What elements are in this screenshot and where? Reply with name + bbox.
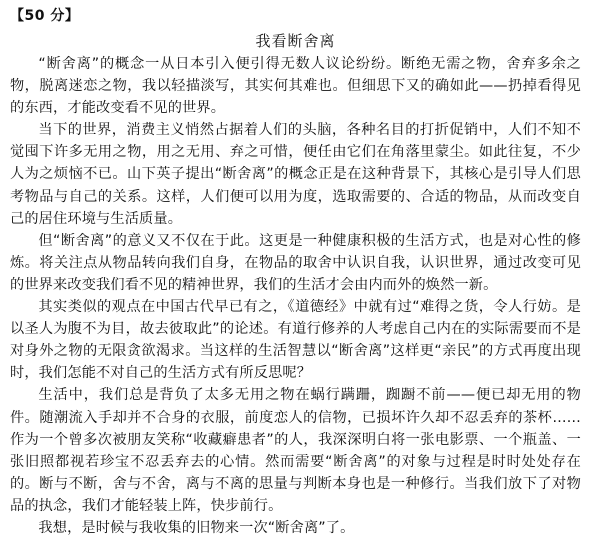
essay-title: 我看断舍离 <box>255 32 336 50</box>
essay-paragraph: 生活中，我们总是背负了太多无用之物在蜗行蹒跚，踟蹰不前——便已却无用的物件。随潮流入手却并不合身的衣服，前度恋人的信物，已损坏许久却不忍丢弃的茶杯……作为一个曾多次被朋友笑称“收藏癖患者”的人，我深深明白将一张电影票、一个瓶盖、一张旧照都视若珍宝不忍丢弃去的心情。然而需要“断舍离”的对象与过程是时时处处存在的。断与不断，舍与不舍，离与不离的思量与判断本身也是一种修行。当我们放下了对物品的执念，我们才能轻装上阵，快步前行。 <box>10 387 581 514</box>
essay-paragraph: 但“断舍离”的意义又不仅在于此。这更是一种健康积极的生活方式，也是对心性的修炼。将关注点从物品转向我们自身，在物品的取舍中认识自我，认识世界，通过改变可见的世界来改变我们看不见的精神世界，我们的生活才会由内而外的焕然一新。 <box>10 232 581 293</box>
score-label: 【50 分】 <box>10 8 80 24</box>
essay-paragraph: 其实类似的观点在中国古代早已有之，《道德经》中就有过“难得之货，令人行妨。是以圣人为腹不为目，故去彼取此”的论述。有道行修养的人考虑自己内在的实际需要而不是对身外之物的无限贪欲渴求。当这样的生活智慧以“断舍离”这样更“亲民”的方式再度出现时，我们怎能不对自己的生活方式有所反思呢？ <box>10 299 581 382</box>
essay-paragraph: 当下的世界，消费主义悄然占据着人们的头脑，各种名目的打折促销中，人们不知不觉囤下许多无用之物，用之无用、弃之可惜，便任由它们在角落里蒙尘。如此往复，不少人为之烦恼不已。山下英子提出“断舍离”的概念正是在这种背景下，其核心是引导人们思考物品与自己的关系。这样，人们便可以用为度，选取需要的、合适的物品，从而改变自己的居住环境与生活质量。 <box>10 122 581 227</box>
essay-paragraph: 我想，是时候与我收集的旧物来一次“断舍离”了。 <box>38 519 355 536</box>
essay-paragraph: “断舍离”的概念一从日本引入便引得无数人议论纷纷。断绝无需之物，舍弃多余之物，脱离迷恋之物，我以轻描淡写，其实何其难也。但细思下又的确如此——扔掉看得见的东西，才能改变看不见的世界。 <box>10 56 581 117</box>
essay-body <box>10 53 581 539</box>
